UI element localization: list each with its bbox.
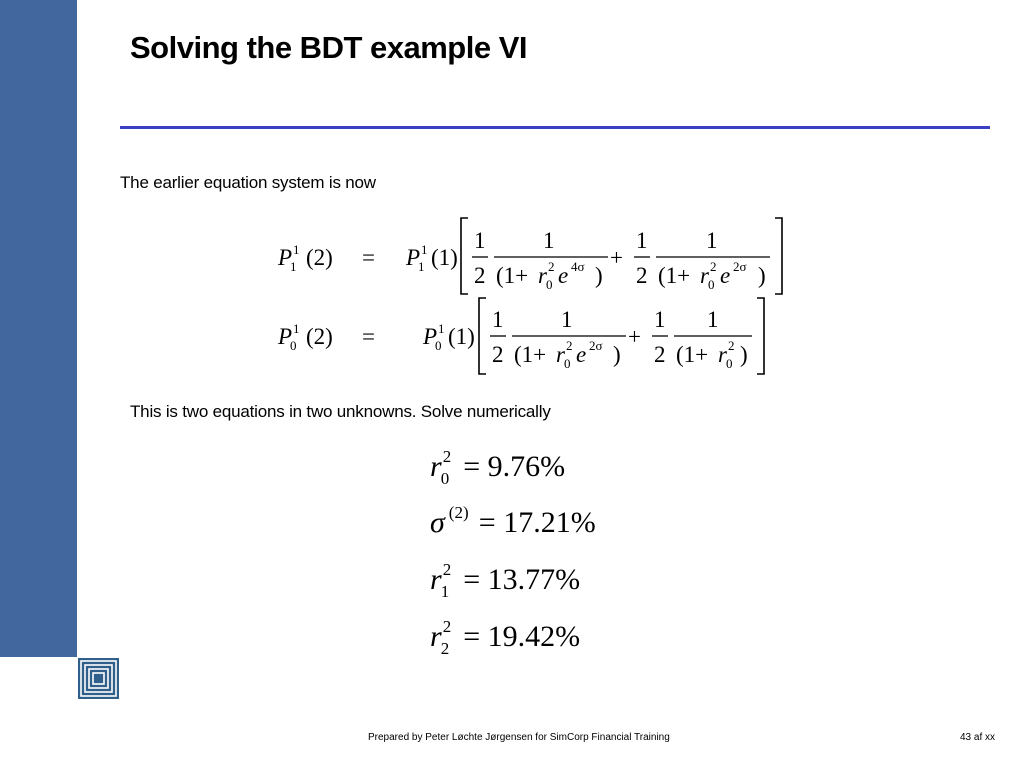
eq1-lhs-sup: 1 [293,242,300,257]
eq2-term1-exp: 2σ [589,338,603,353]
eq2-right-bracket [757,298,764,374]
eq1-half-num: 1 [474,228,486,253]
eq2-lhs-sup: 1 [293,321,300,336]
svg-text:0: 0 [726,356,733,371]
eq2-rhs-sup: 1 [438,321,445,336]
eq1-term1-num: 1 [543,228,555,253]
svg-text:0: 0 [708,277,715,292]
svg-text:e: e [558,263,569,288]
svg-text:e: e [720,263,731,288]
slide-title: Solving the BDT example VI [130,30,527,65]
footer-page-number: 43 af xx [960,732,996,743]
svg-text:2: 2 [636,263,648,288]
title-underline-divider [120,126,990,129]
eq1-right-bracket [775,218,782,294]
eq2-rhs-symbol: P [423,324,438,349]
eq1-left-bracket [461,218,468,294]
eq1-rhs-symbol: P [406,245,421,270]
left-sidebar-band [0,0,77,657]
svg-text:1: 1 [654,307,666,332]
svg-text:r: r [700,263,709,288]
eq1-term2-open: (1+ [658,263,691,288]
eq1-half-den: 2 [474,263,486,288]
eq2-rhs-sub: 0 [435,338,442,353]
eq1-term1-open: (1+ [496,263,529,288]
svg-text:e: e [576,342,587,367]
eq2-half-num: 1 [492,307,504,332]
eq1-rhs-sub: 1 [418,259,425,274]
eq2-term1-num: 1 [561,307,573,332]
equation-1 [277,218,782,294]
eq2-term2-num: 1 [707,307,719,332]
eq2-half-den: 2 [492,342,504,367]
eq1-term1-exp: 4σ [571,259,585,274]
eq1-term2-exp: 2σ [733,259,747,274]
eq1-lhs-sub: 1 [290,259,297,274]
eq2-lhs-arg: (2) [306,324,333,349]
svg-text:r: r [718,342,727,367]
svg-text:): ) [740,342,748,367]
eq1-lhs-arg: (2) [306,245,333,270]
eq2-left-bracket [479,298,486,374]
svg-text:r: r [538,263,547,288]
svg-text:): ) [758,263,766,288]
svg-text:r: r [556,342,565,367]
eq2-term1-open: (1+ [514,342,547,367]
result-r2: r 2 2 = 19.42% [430,617,581,658]
svg-text:0: 0 [564,356,571,371]
svg-text:): ) [595,263,603,288]
eq2-lhs-sub: 0 [290,338,297,353]
middle-text: This is two equations in two unknowns. Solve numerically [130,402,551,421]
eq2-equals: = [362,324,375,349]
nested-squares-logo-icon [78,658,119,699]
eq2-term2-open: (1+ [676,342,709,367]
eq1-lhs-symbol: P [278,245,293,270]
svg-text:2: 2 [728,338,735,353]
svg-text:2: 2 [566,338,573,353]
result-r1: r 2 1 = 13.77% [430,560,581,601]
eq1-rhs-arg: (1) [431,245,458,270]
intro-text: The earlier equation system is now [120,173,376,192]
svg-text:): ) [613,342,621,367]
eq2-plus: + [628,324,641,349]
result-sigma: σ (2) = 17.21% [430,503,596,539]
svg-text:2: 2 [710,259,717,274]
svg-text:1: 1 [636,228,648,253]
eq1-plus: + [610,245,623,270]
result-r0: r 2 0 = 9.76% [430,447,566,488]
equation-system [270,210,800,380]
equation-2 [277,298,764,374]
svg-text:0: 0 [546,277,553,292]
eq1-term2-num: 1 [706,228,718,253]
svg-text:2: 2 [548,259,555,274]
footer-credit: Prepared by Peter Løchte Jørgensen for SimCorp Financial Training [368,732,670,743]
eq2-rhs-arg: (1) [448,324,475,349]
eq1-rhs-sup: 1 [421,242,428,257]
eq2-lhs-symbol: P [278,324,293,349]
svg-text:2: 2 [654,342,666,367]
eq1-equals: = [362,245,375,270]
